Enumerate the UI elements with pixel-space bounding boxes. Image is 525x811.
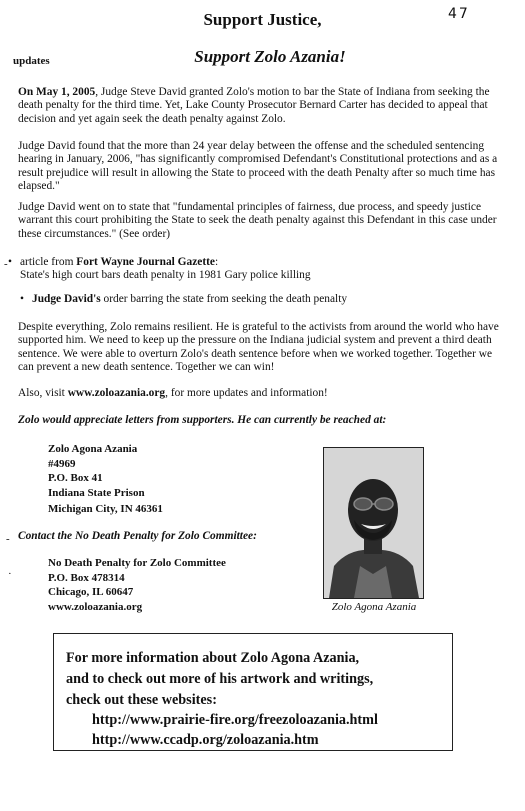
scan-mark: - xyxy=(6,533,10,545)
visit-suffix: , for more updates and information! xyxy=(165,387,328,399)
scan-mark: - xyxy=(4,258,8,270)
committee-address xyxy=(48,556,226,614)
address-line: Indiana State Prison xyxy=(48,486,145,499)
order-link[interactable]: Judge David's xyxy=(32,293,101,305)
paragraph-resilience: Despite everything, Zolo remains resilient. He is grateful to the activists from around the world who have supported him. We need to keep up the pressure on the Indiana judicial system and prevent a third death sentence. We were able to overturn Zolo's death sentence before when we worked together. Together we can prevent a new death sentence. Together we can win! xyxy=(18,321,499,374)
portrait-photo xyxy=(323,447,424,599)
scan-mark: · xyxy=(8,568,12,580)
prairie-fire-link[interactable]: http://www.prairie-fire.org/freezoloazania.html xyxy=(92,712,378,728)
article-colon: : xyxy=(214,256,219,268)
prison-city: Michigan City, IN 46361 xyxy=(48,503,163,515)
page-mark: 47 xyxy=(448,6,470,22)
article-headline-link[interactable]: State's high court bars death penalty in 1981 Gary police killing xyxy=(20,269,311,281)
address-line: P.O. Box 41 xyxy=(48,472,103,484)
visit-prefix: Also, visit xyxy=(18,387,68,399)
portrait-image xyxy=(324,448,423,598)
ruling-date: On May 1, 2005 xyxy=(18,86,96,98)
bullet-icon: • xyxy=(20,293,24,305)
paragraph-judge-finding: Judge David found that the more than 24 year delay between the offense and the scheduled sentencing hearing in January, 2006, "has significantly compromised Defendant's Constitutional protections and as a result prejudice will result in allowing the State to proceed with the death Penalty after so much time has elapsed." xyxy=(18,140,498,193)
committee-website-link[interactable]: www.zoloazania.org xyxy=(48,600,143,613)
page-title: Support Justice, xyxy=(203,10,322,29)
bullet-icon: • xyxy=(8,256,12,268)
letters-heading: Zolo would appreciate letters from supporters. He can currently be reached at: xyxy=(18,414,387,426)
committee-heading: Contact the No Death Penalty for Zolo Committee: xyxy=(18,530,257,542)
paragraph-ruling xyxy=(18,86,510,126)
updates-label: updates xyxy=(13,55,50,67)
list-item-article xyxy=(8,256,488,269)
ruling-text: , Judge Steve David granted Zolo's motion to bar the State of Indiana from seeking the death penalty for the third time. Yet, Lake County Prosecutor Bernard Carter has decided to appeal that decision and yet again seek the death penalty against Zolo. xyxy=(18,86,490,125)
address-line: #4969 xyxy=(48,457,76,470)
paragraph-judge-statement: Judge David went on to state that "fundamental principles of fairness, due process, and speedy justice warrant this court prohibiting the State to seek the death penalty against this Defendant in this case under these circumstances." (See order) xyxy=(18,201,497,240)
info-box-line: check out these websites: xyxy=(66,692,217,708)
info-box-line: and to check out more of his artwork and writings, xyxy=(66,671,374,687)
address-line: Zolo Agona Azania xyxy=(48,443,138,455)
info-box-line: For more information about Zolo Agona Azania, xyxy=(66,650,360,666)
ccadp-link[interactable]: http://www.ccadp.org/zoloazania.htm xyxy=(92,732,319,748)
list-item-order xyxy=(20,293,500,306)
article-source-link[interactable]: Fort Wayne Journal Gazette xyxy=(76,256,215,268)
address-line: No Death Penalty for Zolo Committee xyxy=(48,557,226,569)
page-subtitle: Support Zolo Azania! xyxy=(194,47,346,66)
prison-address xyxy=(48,442,145,500)
info-box xyxy=(53,633,453,751)
order-text: order barring the state from seeking the death penalty xyxy=(100,293,348,305)
address-line: P.O. Box 478314 xyxy=(48,571,125,584)
article-prefix: article from xyxy=(20,256,77,268)
photo-caption: Zolo Agona Azania xyxy=(331,601,417,613)
visit-line xyxy=(18,387,510,400)
address-line: Chicago, IL 60647 xyxy=(48,586,134,598)
website-link[interactable]: www.zoloazania.org xyxy=(67,387,166,399)
